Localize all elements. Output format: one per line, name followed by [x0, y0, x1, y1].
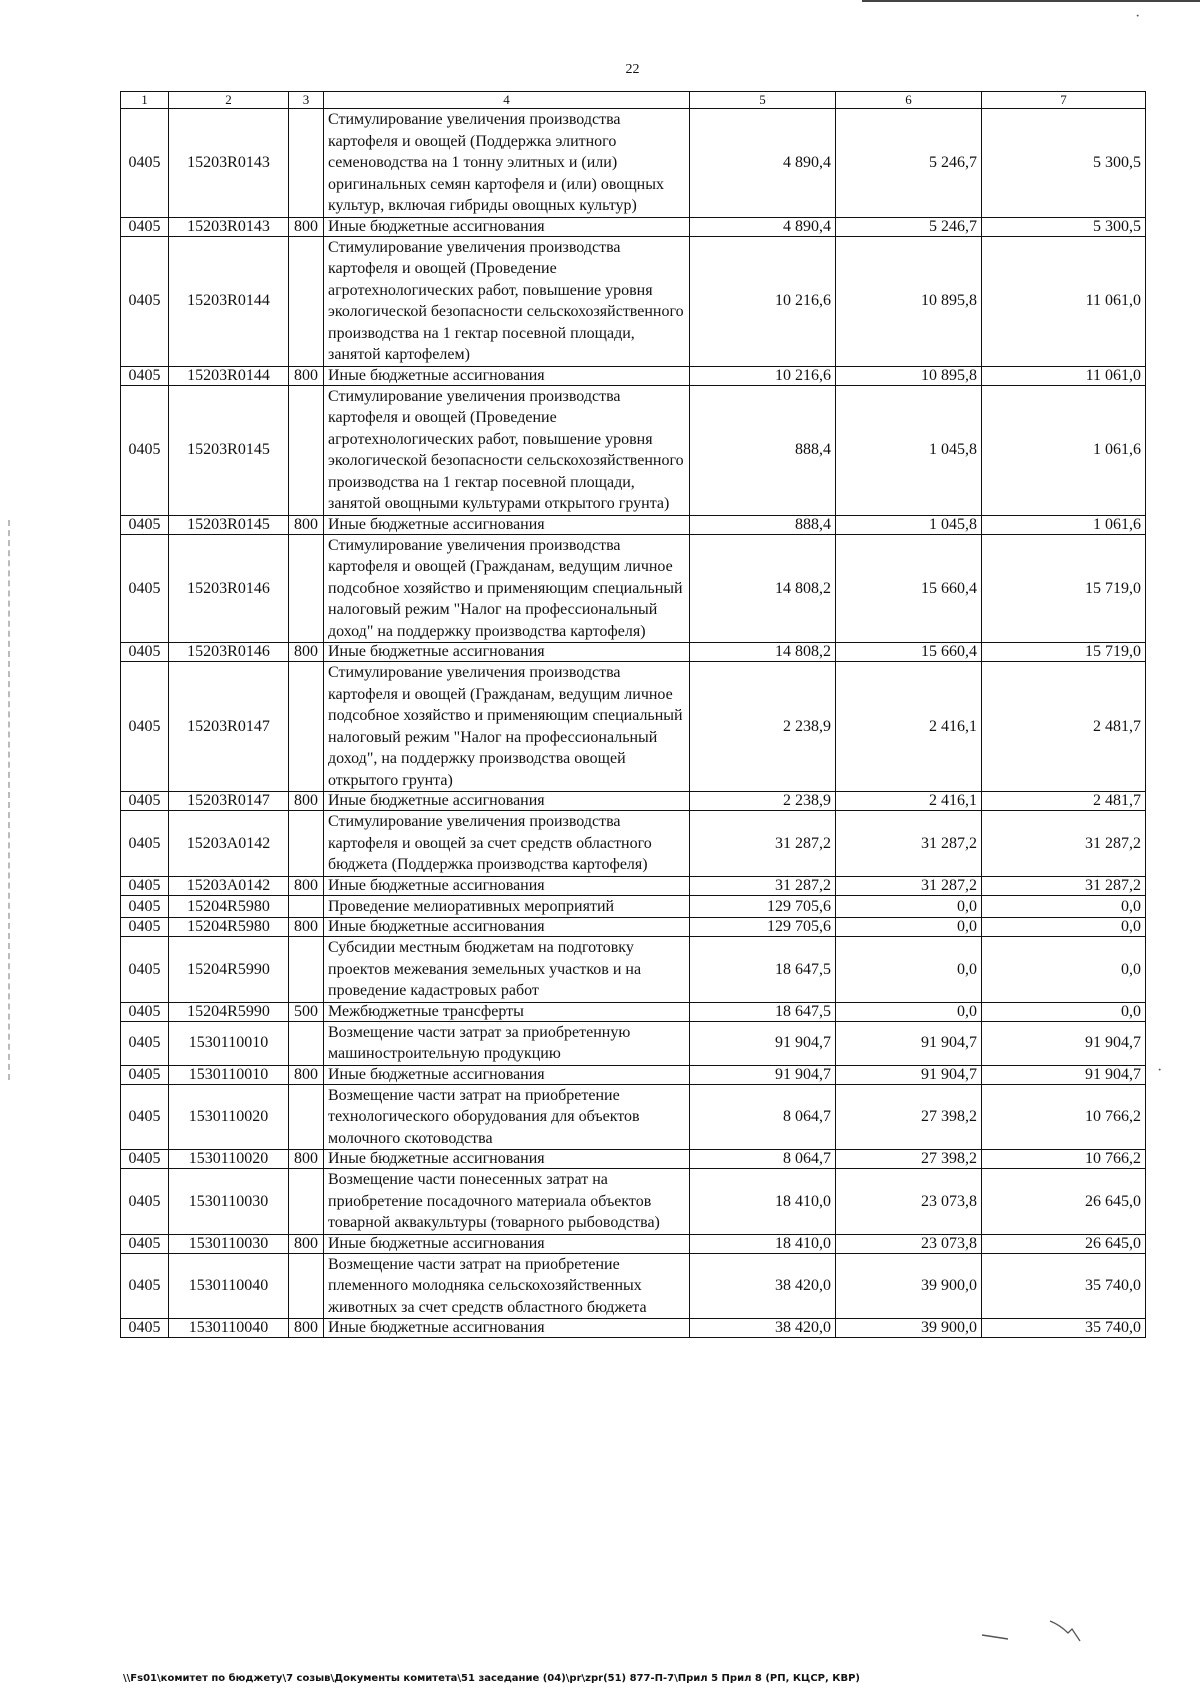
amount-year3-cell: 10 766,2 [982, 1084, 1146, 1150]
column-header: 5 [690, 92, 836, 109]
section-cell: 0405 [121, 895, 169, 918]
target-code-cell: 15203R0145 [169, 385, 289, 515]
target-code-cell: 1530110010 [169, 1065, 289, 1084]
column-header: 6 [836, 92, 982, 109]
page-number: 22 [625, 62, 640, 77]
amount-year2-cell: 0,0 [836, 918, 982, 937]
amount-year1-cell: 18 647,5 [690, 1002, 836, 1021]
item-name-cell: Иные бюджетные ассигнования [324, 918, 690, 937]
expense-type-cell: 800 [289, 792, 324, 811]
amount-year3-cell: 1 061,6 [982, 515, 1146, 534]
item-name-cell: Возмещение части затрат на приобретение технологического оборудования для объектов молочного скотоводства [324, 1084, 690, 1150]
table-row [121, 811, 1146, 877]
section-cell: 0405 [121, 1253, 169, 1319]
amount-year2-cell: 2 416,1 [836, 662, 982, 792]
item-name-cell: Иные бюджетные ассигнования [324, 792, 690, 811]
amount-year3-cell: 2 481,7 [982, 662, 1146, 792]
section-cell: 0405 [121, 662, 169, 792]
item-name-cell: Стимулирование увеличения производства картофеля и овощей (Гражданам, ведущим личное подсобное хозяйство и применяющим специальный налоговый режим "Налог на профессиональный доход" на поддержку производства картофеля) [324, 534, 690, 643]
item-name-cell: Проведение мелиоративных мероприятий [324, 895, 690, 918]
expense-type-cell: 800 [289, 1234, 324, 1253]
amount-year1-cell: 91 904,7 [690, 1065, 836, 1084]
item-name-cell: Стимулирование увеличения производства картофеля и овощей (Гражданам, ведущим личное подсобное хозяйство и применяющим специальный налоговый режим "Налог на профессиональный доход", на поддержку производства овощей открытого грунта) [324, 662, 690, 792]
table-row [121, 918, 1146, 937]
item-name-cell: Межбюджетные трансферты [324, 1002, 690, 1021]
amount-year1-cell: 18 647,5 [690, 937, 836, 1003]
column-header: 2 [169, 92, 289, 109]
table-row [121, 217, 1146, 236]
expense-type-cell: 800 [289, 1319, 324, 1338]
item-name-cell: Иные бюджетные ассигнования [324, 1150, 690, 1169]
amount-year2-cell: 1 045,8 [836, 385, 982, 515]
amount-year3-cell: 31 287,2 [982, 811, 1146, 877]
amount-year3-cell: 91 904,7 [982, 1021, 1146, 1065]
amount-year2-cell: 39 900,0 [836, 1253, 982, 1319]
amount-year2-cell: 15 660,4 [836, 534, 982, 643]
table-row [121, 792, 1146, 811]
amount-year3-cell: 5 300,5 [982, 217, 1146, 236]
scan-speck: · [1157, 1062, 1163, 1079]
expense-type-cell: 800 [289, 643, 324, 662]
section-cell: 0405 [121, 385, 169, 515]
table-row [121, 1150, 1146, 1169]
amount-year2-cell: 0,0 [836, 1002, 982, 1021]
scan-speck: · [1135, 8, 1141, 25]
item-name-cell: Иные бюджетные ассигнования [324, 1234, 690, 1253]
table-row [121, 876, 1146, 895]
amount-year1-cell: 4 890,4 [690, 217, 836, 236]
expense-type-cell: 800 [289, 918, 324, 937]
amount-year3-cell: 35 740,0 [982, 1253, 1146, 1319]
section-cell: 0405 [121, 1234, 169, 1253]
column-number-header [121, 92, 1146, 109]
amount-year1-cell: 31 287,2 [690, 876, 836, 895]
item-name-cell: Субсидии местным бюджетам на подготовку проектов межевания земельных участков и на проведение кадастровых работ [324, 937, 690, 1003]
table-row [121, 1253, 1146, 1319]
target-code-cell: 15204R5980 [169, 895, 289, 918]
amount-year3-cell: 15 719,0 [982, 643, 1146, 662]
section-cell: 0405 [121, 366, 169, 385]
section-cell: 0405 [121, 534, 169, 643]
table-row [121, 109, 1146, 218]
amount-year2-cell: 0,0 [836, 937, 982, 1003]
target-code-cell: 15203A0142 [169, 876, 289, 895]
scan-edge-line [862, 0, 1200, 2]
amount-year1-cell: 888,4 [690, 385, 836, 515]
section-cell: 0405 [121, 643, 169, 662]
section-cell: 0405 [121, 109, 169, 218]
section-cell: 0405 [121, 1319, 169, 1338]
amount-year1-cell: 888,4 [690, 515, 836, 534]
section-cell: 0405 [121, 811, 169, 877]
section-cell: 0405 [121, 1065, 169, 1084]
section-cell: 0405 [121, 515, 169, 534]
column-header: 7 [982, 92, 1146, 109]
amount-year2-cell: 1 045,8 [836, 515, 982, 534]
amount-year1-cell: 18 410,0 [690, 1169, 836, 1235]
section-cell: 0405 [121, 792, 169, 811]
amount-year2-cell: 10 895,8 [836, 236, 982, 366]
expense-type-cell: 800 [289, 366, 324, 385]
budget-table [120, 91, 1146, 1338]
section-cell: 0405 [121, 876, 169, 895]
target-code-cell: 15203R0146 [169, 643, 289, 662]
amount-year2-cell: 5 246,7 [836, 217, 982, 236]
signature-scribble [980, 1615, 1100, 1655]
item-name-cell: Иные бюджетные ассигнования [324, 643, 690, 662]
item-name-cell: Возмещение части затрат на приобретение племенного молодняка сельскохозяйственных животных за счет средств областного бюджета [324, 1253, 690, 1319]
table-row [121, 1169, 1146, 1235]
target-code-cell: 1530110020 [169, 1084, 289, 1150]
amount-year1-cell: 14 808,2 [690, 534, 836, 643]
amount-year3-cell: 0,0 [982, 895, 1146, 918]
expense-type-cell [289, 1169, 324, 1235]
expense-type-cell [289, 385, 324, 515]
amount-year3-cell: 2 481,7 [982, 792, 1146, 811]
amount-year2-cell: 23 073,8 [836, 1234, 982, 1253]
amount-year2-cell: 27 398,2 [836, 1150, 982, 1169]
amount-year3-cell: 0,0 [982, 918, 1146, 937]
table-row [121, 1021, 1146, 1065]
expense-type-cell: 800 [289, 217, 324, 236]
expense-type-cell [289, 236, 324, 366]
item-name-cell: Иные бюджетные ассигнования [324, 876, 690, 895]
amount-year3-cell: 35 740,0 [982, 1319, 1146, 1338]
expense-type-cell: 800 [289, 876, 324, 895]
item-name-cell: Иные бюджетные ассигнования [324, 1065, 690, 1084]
footer-file-path: \\Fs01\комитет по бюджету\7 созыв\Документы комитета\51 заседание (04)\pr\zpr(51) 877-П-7\Прил 5 Прил 8 (РП, КЦСР, КВР) [123, 1673, 860, 1684]
amount-year3-cell: 10 766,2 [982, 1150, 1146, 1169]
expense-type-cell [289, 109, 324, 218]
expense-type-cell [289, 937, 324, 1003]
section-cell: 0405 [121, 1021, 169, 1065]
target-code-cell: 15203R0144 [169, 366, 289, 385]
amount-year3-cell: 26 645,0 [982, 1234, 1146, 1253]
column-header: 3 [289, 92, 324, 109]
table-row [121, 662, 1146, 792]
amount-year3-cell: 91 904,7 [982, 1065, 1146, 1084]
amount-year2-cell: 15 660,4 [836, 643, 982, 662]
expense-type-cell [289, 534, 324, 643]
amount-year3-cell: 26 645,0 [982, 1169, 1146, 1235]
expense-type-cell: 800 [289, 1150, 324, 1169]
table-row [121, 366, 1146, 385]
item-name-cell: Иные бюджетные ассигнования [324, 1319, 690, 1338]
amount-year1-cell: 10 216,6 [690, 236, 836, 366]
section-cell: 0405 [121, 217, 169, 236]
target-code-cell: 15203R0143 [169, 217, 289, 236]
amount-year2-cell: 39 900,0 [836, 1319, 982, 1338]
amount-year1-cell: 91 904,7 [690, 1021, 836, 1065]
table-row [121, 895, 1146, 918]
table-row [121, 937, 1146, 1003]
amount-year3-cell: 31 287,2 [982, 876, 1146, 895]
target-code-cell: 15203R0147 [169, 662, 289, 792]
amount-year2-cell: 91 904,7 [836, 1065, 982, 1084]
target-code-cell: 1530110030 [169, 1234, 289, 1253]
amount-year1-cell: 2 238,9 [690, 792, 836, 811]
amount-year2-cell: 10 895,8 [836, 366, 982, 385]
item-name-cell: Иные бюджетные ассигнования [324, 515, 690, 534]
target-code-cell: 1530110010 [169, 1021, 289, 1065]
expense-type-cell [289, 662, 324, 792]
target-code-cell: 1530110040 [169, 1253, 289, 1319]
target-code-cell: 15203R0147 [169, 792, 289, 811]
target-code-cell: 15204R5990 [169, 1002, 289, 1021]
table-row [121, 643, 1146, 662]
table-row [121, 1002, 1146, 1021]
amount-year1-cell: 38 420,0 [690, 1253, 836, 1319]
amount-year2-cell: 5 246,7 [836, 109, 982, 218]
expense-type-cell: 500 [289, 1002, 324, 1021]
amount-year1-cell: 8 064,7 [690, 1084, 836, 1150]
amount-year1-cell: 18 410,0 [690, 1234, 836, 1253]
amount-year3-cell: 11 061,0 [982, 366, 1146, 385]
item-name-cell: Стимулирование увеличения производства картофеля и овощей (Проведение агротехнологических работ, повышение уровня экологической безопасности сельскохозяйственного производства на 1 гектар посевной площади, занятой овощными культурами открытого грунта) [324, 385, 690, 515]
amount-year1-cell: 4 890,4 [690, 109, 836, 218]
section-cell: 0405 [121, 918, 169, 937]
amount-year3-cell: 11 061,0 [982, 236, 1146, 366]
expense-type-cell: 800 [289, 1065, 324, 1084]
section-cell: 0405 [121, 1084, 169, 1150]
table-row [121, 1065, 1146, 1084]
amount-year3-cell: 5 300,5 [982, 109, 1146, 218]
amount-year2-cell: 27 398,2 [836, 1084, 982, 1150]
target-code-cell: 15204R5980 [169, 918, 289, 937]
item-name-cell: Иные бюджетные ассигнования [324, 366, 690, 385]
amount-year1-cell: 31 287,2 [690, 811, 836, 877]
amount-year1-cell: 129 705,6 [690, 918, 836, 937]
section-cell: 0405 [121, 236, 169, 366]
target-code-cell: 1530110040 [169, 1319, 289, 1338]
item-name-cell: Стимулирование увеличения производства картофеля и овощей (Проведение агротехнологических работ, повышение уровня экологической безопасности сельскохозяйственного производства на 1 гектар посевной площади, занятой картофелем) [324, 236, 690, 366]
amount-year1-cell: 8 064,7 [690, 1150, 836, 1169]
item-name-cell: Возмещение части затрат за приобретенную машиностроительную продукцию [324, 1021, 690, 1065]
scan-margin-dashes [8, 520, 12, 1080]
target-code-cell: 15203R0143 [169, 109, 289, 218]
expense-type-cell [289, 1253, 324, 1319]
amount-year1-cell: 2 238,9 [690, 662, 836, 792]
amount-year2-cell: 31 287,2 [836, 876, 982, 895]
table-row [121, 385, 1146, 515]
amount-year2-cell: 31 287,2 [836, 811, 982, 877]
item-name-cell: Иные бюджетные ассигнования [324, 217, 690, 236]
target-code-cell: 15203R0144 [169, 236, 289, 366]
target-code-cell: 15203R0146 [169, 534, 289, 643]
table-row [121, 236, 1146, 366]
amount-year3-cell: 0,0 [982, 1002, 1146, 1021]
target-code-cell: 15203A0142 [169, 811, 289, 877]
table-row [121, 1319, 1146, 1338]
table-row [121, 534, 1146, 643]
amount-year3-cell: 1 061,6 [982, 385, 1146, 515]
amount-year2-cell: 0,0 [836, 895, 982, 918]
amount-year1-cell: 129 705,6 [690, 895, 836, 918]
item-name-cell: Возмещение части понесенных затрат на приобретение посадочного материала объектов товарной аквакультуры (товарного рыбоводства) [324, 1169, 690, 1235]
expense-type-cell [289, 895, 324, 918]
table-row [121, 1234, 1146, 1253]
column-header: 1 [121, 92, 169, 109]
table-row [121, 1084, 1146, 1150]
section-cell: 0405 [121, 937, 169, 1003]
expense-type-cell: 800 [289, 515, 324, 534]
target-code-cell: 1530110020 [169, 1150, 289, 1169]
amount-year3-cell: 0,0 [982, 937, 1146, 1003]
amount-year2-cell: 2 416,1 [836, 792, 982, 811]
amount-year2-cell: 23 073,8 [836, 1169, 982, 1235]
target-code-cell: 1530110030 [169, 1169, 289, 1235]
target-code-cell: 15203R0145 [169, 515, 289, 534]
section-cell: 0405 [121, 1150, 169, 1169]
amount-year3-cell: 15 719,0 [982, 534, 1146, 643]
section-cell: 0405 [121, 1169, 169, 1235]
column-header: 4 [324, 92, 690, 109]
section-cell: 0405 [121, 1002, 169, 1021]
amount-year1-cell: 14 808,2 [690, 643, 836, 662]
expense-type-cell [289, 1084, 324, 1150]
item-name-cell: Стимулирование увеличения производства картофеля и овощей (Поддержка элитного семеноводства на 1 тонну элитных и (или) оригинальных семян картофеля и (или) овощных культур, включая гибриды овощных культур) [324, 109, 690, 218]
expense-type-cell [289, 1021, 324, 1065]
target-code-cell: 15204R5990 [169, 937, 289, 1003]
amount-year1-cell: 38 420,0 [690, 1319, 836, 1338]
amount-year2-cell: 91 904,7 [836, 1021, 982, 1065]
table-row [121, 515, 1146, 534]
item-name-cell: Стимулирование увеличения производства картофеля и овощей за счет средств областного бюджета (Поддержка производства картофеля) [324, 811, 690, 877]
amount-year1-cell: 10 216,6 [690, 366, 836, 385]
expense-type-cell [289, 811, 324, 877]
